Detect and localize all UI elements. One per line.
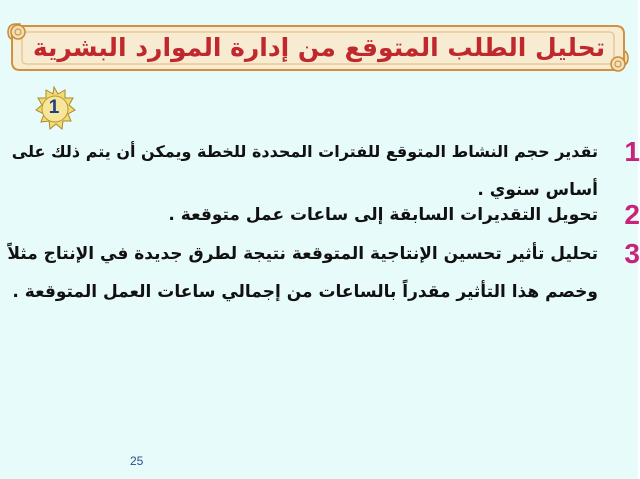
list-number-1: 1 bbox=[624, 136, 640, 167]
list-number-3: 3 bbox=[624, 238, 640, 269]
list-item-1-line2: أساس سنوي . bbox=[477, 180, 598, 200]
list-item-3-line2: وخصم هذا التأثير مقدراً بالساعات من إجمالي ساعات العمل المتوقعة . bbox=[12, 282, 598, 302]
list-item-1-line1: تقدير حجم النشاط المتوقع للفترات المحددة للخطة ويمكن أن يتم ذلك على bbox=[11, 142, 598, 161]
list-item-2-line1: تحويل التقديرات السابقة إلى ساعات عمل متوقعة . bbox=[168, 205, 598, 225]
slide-title: تحليل الطلب المتوقع من إدارة الموارد البشرية bbox=[32, 33, 606, 62]
page-number: 25 bbox=[130, 454, 144, 468]
list-item-3-line1: تحليل تأثير تحسين الإنتاجية المتوقعة نتيجة لطرق جديدة في الإنتاج مثلاً bbox=[7, 244, 598, 264]
badge-number: 1 bbox=[48, 97, 60, 118]
list-number-2: 2 bbox=[624, 199, 640, 230]
